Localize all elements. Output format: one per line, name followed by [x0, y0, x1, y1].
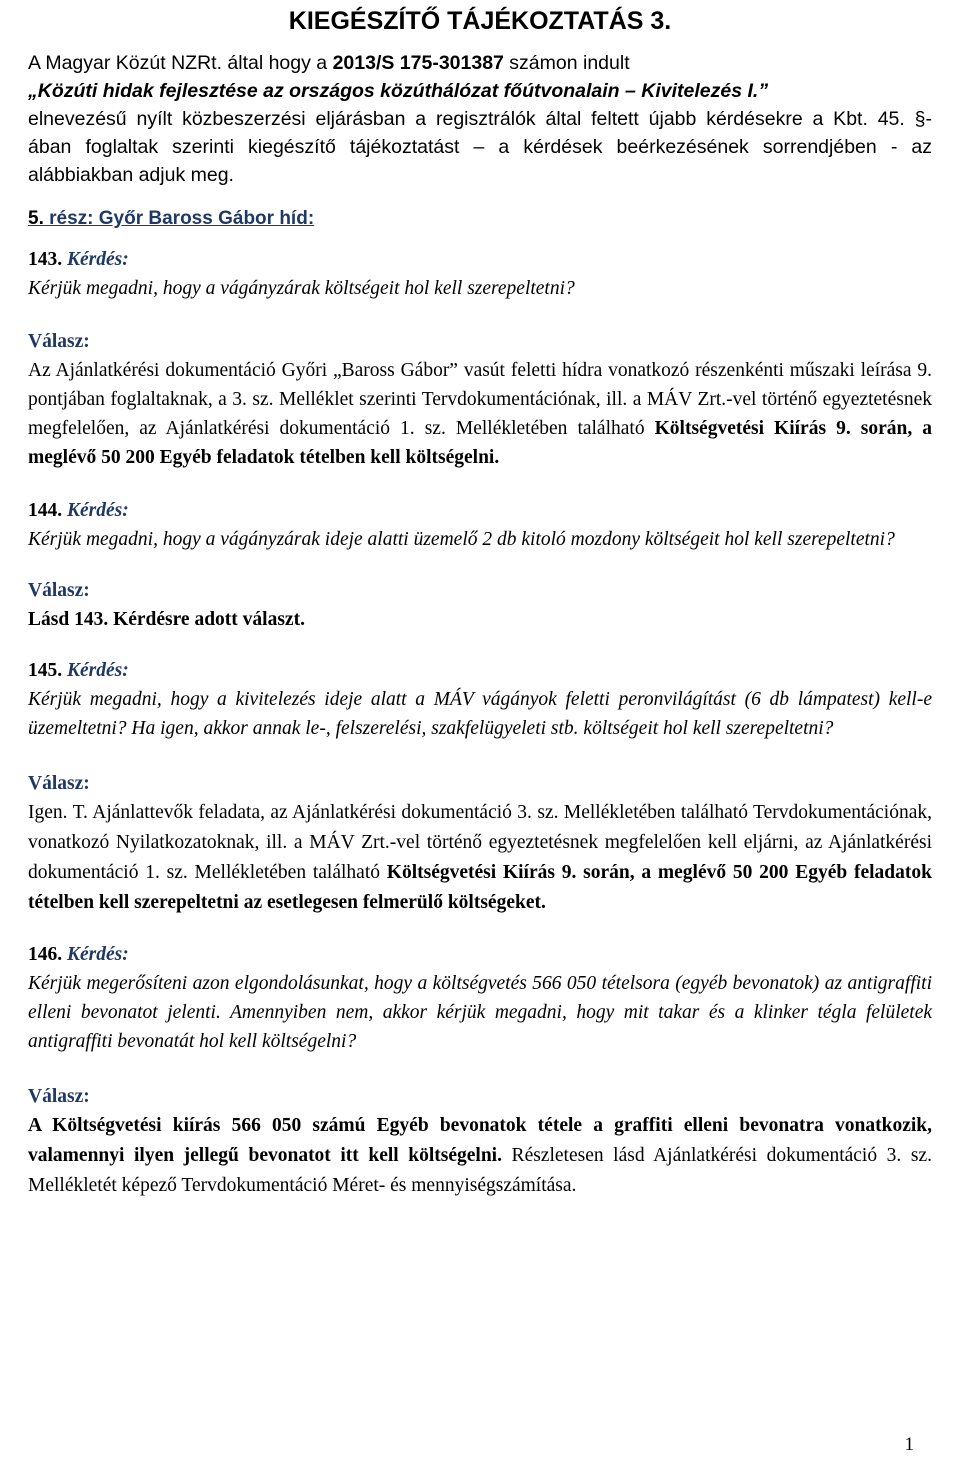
- question-text: Kérjük megadni, hogy a vágányzárak költségeit hol kell szerepeltetni?: [28, 278, 575, 299]
- question-text: Kérjük megadni, hogy a vágányzárak ideje alatti üzemelő 2 db kitoló mozdony költségeit hol kell szerepeltetni?: [28, 529, 895, 550]
- section-number: 5.: [28, 208, 44, 229]
- question-number: 143.: [28, 249, 63, 270]
- intro-line-5: alábbiakban adjuk meg.: [28, 164, 234, 186]
- intro-line-3: elnevezésű nyílt közbeszerzési eljárásban a regisztrálók által feltett újabb kérdésekre a Kbt. 45. §-: [28, 108, 932, 130]
- question-block: [28, 245, 932, 472]
- answer-bold: Költségvetési Kiírás 9. során, a meglévő 50 200 Egyéb feladatok tételben kell szerepeltetni az esetlegesen felmerülő költségeket.: [28, 862, 932, 913]
- answer-bold: Költségvetési Kiírás 9. során, a meglévő 50 200 Egyéb feladatok tételben kell költségelni.: [28, 418, 932, 468]
- page-title: KIEGÉSZÍTŐ TÁJÉKOZTATÁS 3.: [288, 7, 672, 35]
- answer-plain: Az Ajánlatkérési dokumentáció Győri „Baross Gábor” vasút feletti hídra vonatkozó részenkénti műszaki leírása 9. pontjában foglaltaknak, a 3. sz. Melléklet szerinti Tervdokumentációnak, ill. a MÁV Zrt.-vel történő egyeztetésnek megfelelően, az Ajánlatkérési dokumentáció 1. sz. Mellékletében található: [28, 360, 932, 439]
- question-block: [28, 496, 932, 634]
- answer-label: Válasz:: [28, 580, 90, 601]
- answer-text: [28, 1111, 932, 1201]
- page-number: 1: [904, 1434, 914, 1455]
- question-label: Kérdés:: [67, 500, 129, 521]
- section-label: rész: Győr Baross Gábor híd:: [43, 208, 315, 229]
- answer-text: [28, 356, 932, 472]
- notice-number: 2013/S 175-301387: [332, 52, 504, 74]
- answer-label: Válasz:: [28, 331, 90, 352]
- answer-plain: Igen. T. Ajánlattevők feladata, az Ajánlatkérési dokumentáció 3. sz. Mellékletében található Tervdokumentációnak, vonatkozó Nyilatkozatoknak, ill. a MÁV Zrt.-vel történő egyeztetésnek megfelelően kell eljárni, az Ajánlatkérési dokumentáció 1. sz. Mellékletében található: [28, 802, 932, 883]
- question-text: Kérjük megerősíteni azon elgondolásunkat, hogy a költségvetés 566 050 tételsora (egyéb bevonatok) az antigraffiti elleni bevonatot jelenti. Amennyiben nem, akkor kérjük megadni, hogy mit takar és a klinker tégla felületek antigraffiti bevonatát hol kell költségelni?: [28, 973, 932, 1052]
- intro-text: számon indult: [503, 52, 630, 74]
- question-label: Kérdés:: [67, 944, 129, 965]
- intro-line-4: ában foglaltak szerinti kiegészítő tájékoztatást – a kérdések beérkezésének sorrendjében - az: [28, 136, 932, 158]
- question-heading: [28, 940, 932, 969]
- question-block: [28, 940, 932, 1201]
- question-heading: [28, 496, 932, 525]
- question-heading: [28, 656, 932, 685]
- intro-paragraph: [28, 49, 932, 189]
- answer-text: Lásd 143. Kérdésre adott választ.: [28, 609, 305, 630]
- section-title: [28, 207, 932, 231]
- intro-line-1: [28, 49, 932, 77]
- question-number: 146.: [28, 944, 63, 965]
- intro-text: A Magyar Közút NZRt. által hogy a: [28, 52, 333, 74]
- question-number: 145.: [28, 660, 63, 681]
- question-block: [28, 656, 932, 918]
- question-label: Kérdés:: [67, 249, 129, 270]
- answer-label: Válasz:: [28, 773, 90, 794]
- answer-plain: Részletesen lásd Ajánlatkérési dokumentáció 3. sz. Mellékletét képező Tervdokumentáció Méret- és mennyiségszámítása.: [28, 1145, 932, 1196]
- answer-text: [28, 798, 932, 918]
- answer-label: Válasz:: [28, 1086, 90, 1107]
- question-heading: [28, 245, 932, 274]
- question-label: Kérdés:: [67, 660, 129, 681]
- project-name: „Közúti hidak fejlesztése az országos közúthálózat főútvonalain – Kivitelezés I.”: [28, 80, 769, 102]
- answer-bold: A Költségvetési kiírás 566 050 számú Egyéb bevonatok tétele a graffiti elleni bevonatra vonatkozik, valamennyi ilyen jellegű bevonatot itt kell költségelni.: [28, 1115, 932, 1166]
- question-text: Kérjük megadni, hogy a kivitelezés ideje alatt a MÁV vágányok feletti peronvilágítást (6 db lámpatest) kell-e üzemeltetni? Ha igen, akkor annak le-, felszerelési, szakfelügyeleti stb. költségeit hol kell szerepeltetni?: [28, 689, 932, 739]
- question-number: 144.: [28, 500, 63, 521]
